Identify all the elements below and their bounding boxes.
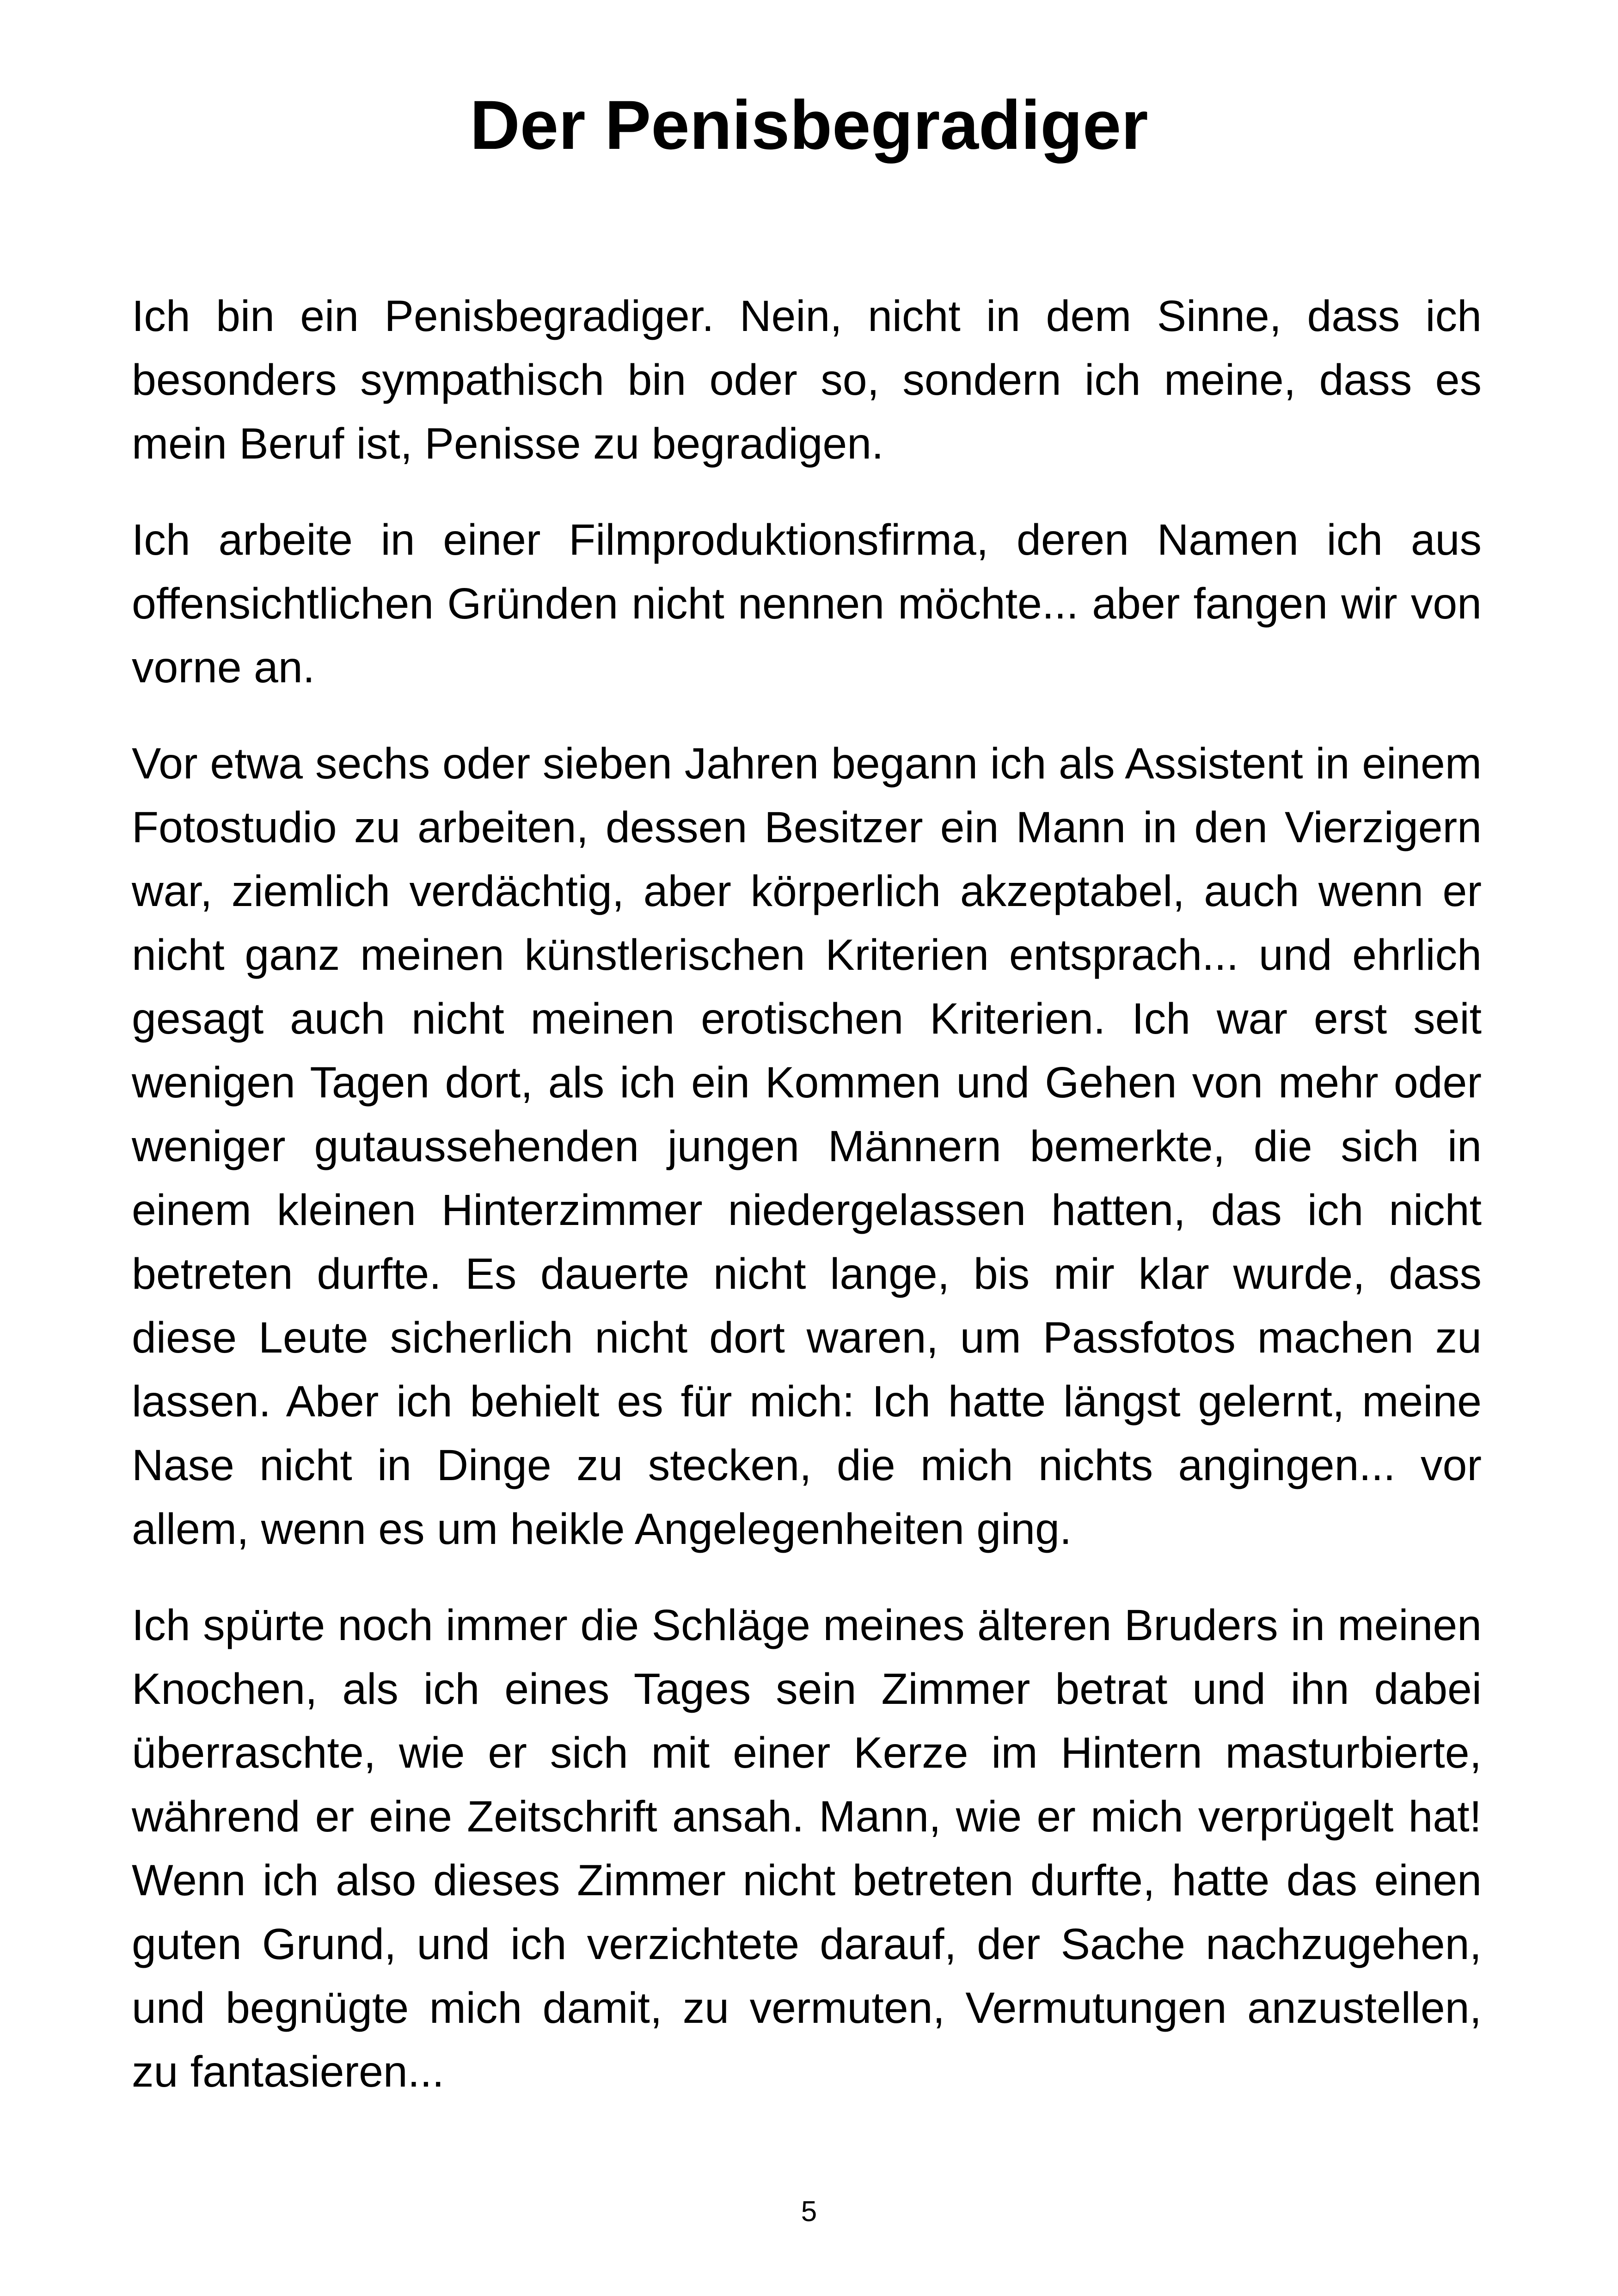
paragraph-1: Ich bin ein Penisbegradiger. Nein, nicht in dem Sinne, dass ich besonders sympathisch bin oder so, sondern ich meine, dass es mein Beruf ist, Penisse zu begradigen.	[132, 292, 1482, 468]
page-number: 5	[801, 2196, 817, 2228]
paragraph-2: Ich arbeite in einer Filmproduktionsfirma, deren Namen ich aus offensichtlichen Gründen nicht nennen möchte... aber fangen wir von vorne an.	[132, 515, 1482, 692]
paragraph-4: Ich spürte noch immer die Schläge meines älteren Bruders in meinen Knochen, als ich eines Tages sein Zimmer betrat und ihn dabei überraschte, wie er sich mit einer Kerze im Hintern masturbierte, während er eine Zeitschrift ansah. Mann, wie er mich verprügelt hat! Wenn ich also dieses Zimmer nicht betreten durfte, hatte das einen guten Grund, und ich verzichtete darauf, der Sache nachzugehen, und begnügte mich damit, zu vermuten, Vermutungen anzustellen, zu fantasieren...	[132, 1601, 1482, 2096]
page-title: Der Penisbegradiger	[470, 86, 1148, 164]
body-text	[132, 284, 1482, 2136]
paragraph-3: Vor etwa sechs oder sieben Jahren begann ich als Assistent in einem Fotostudio zu arbeiten, dessen Besitzer ein Mann in den Vierzigern war, ziemlich verdächtig, aber körperlich akzeptabel, auch wenn er nicht ganz meinen künstlerischen Kriterien entsprach... und ehrlich gesagt auch nicht meinen erotischen Kriterien. Ich war erst seit wenigen Tagen dort, als ich ein Kommen und Gehen von mehr oder weniger gutaussehenden jungen Männern bemerkte, die sich in einem kleinen Hinterzimmer niedergelassen hatten, das ich nicht betreten durfte. Es dauerte nicht lange, bis mir klar wurde, dass diese Leute sicherlich nicht dort waren, um Passfotos machen zu lassen. Aber ich behielt es für mich: Ich hatte längst gelernt, meine Nase nicht in Dinge zu stecken, die mich nichts angingen... vor allem, wenn es um heikle Angelegenheiten ging.	[132, 739, 1482, 1554]
